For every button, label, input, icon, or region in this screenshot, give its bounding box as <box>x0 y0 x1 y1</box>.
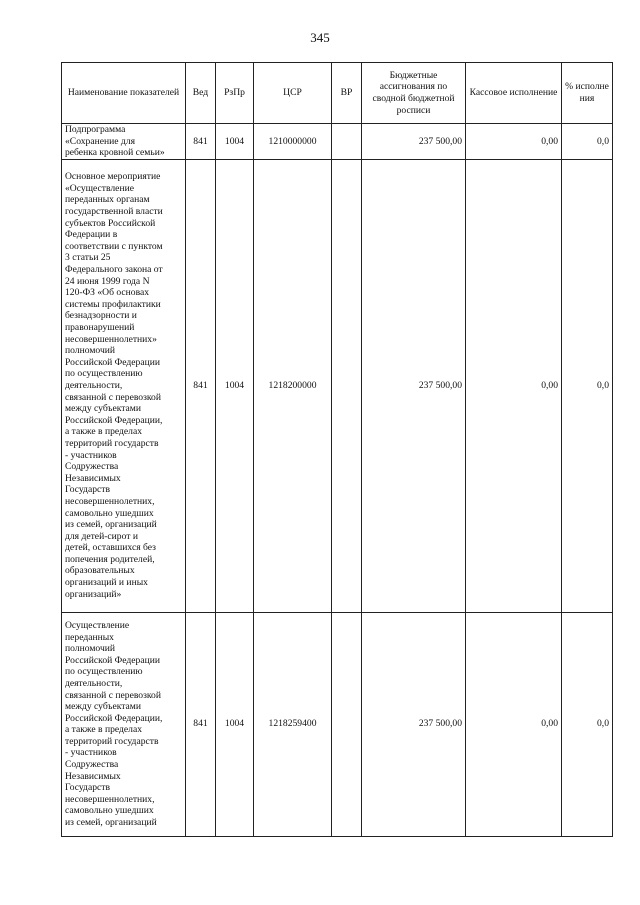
row-name-line: Государств <box>65 484 110 496</box>
header-ved: Вед <box>186 63 216 124</box>
row-name-line: 3 статьи 25 <box>65 252 111 264</box>
row-name-line: а также в пределах <box>65 724 143 736</box>
row-cash: 0,00 <box>466 612 562 836</box>
row-name-line: Российской Федерации <box>65 356 160 368</box>
header-cash: Кассовое исполнение <box>466 63 562 124</box>
row-name-line: Российской Федерации, <box>65 414 163 426</box>
row-name <box>62 124 186 160</box>
row-name-line: субъектов Российской <box>65 217 156 229</box>
header-vr: ВР <box>332 63 362 124</box>
row-name-line: 24 июня 1999 года N <box>65 275 150 287</box>
header-name: Наименование показателей <box>62 63 186 124</box>
row-budget: 237 500,00 <box>362 124 466 160</box>
row-name-line: государственной власти <box>65 206 163 218</box>
row-name-line: 120-ФЗ «Об основах <box>65 287 150 299</box>
row-name-line: Федерации в <box>65 229 118 241</box>
row-name-line: Подпрограмма <box>65 124 126 135</box>
row-name-line: «Осуществление <box>65 182 134 194</box>
row-name-line: переданных органам <box>65 194 150 206</box>
row-name-line: полномочий <box>65 643 116 655</box>
row-budget: 237 500,00 <box>362 612 466 836</box>
row-name-line: соответствии с пунктом <box>65 240 163 252</box>
row-name-line: Независимых <box>65 472 121 484</box>
row-name-line: Осуществление <box>65 619 130 631</box>
row-name-line: Независимых <box>65 770 121 782</box>
row-name-line: для детей-сирот и <box>65 530 138 542</box>
row-name-line: по осуществлению <box>65 666 143 678</box>
row-name-line: по осуществлению <box>65 368 143 380</box>
row-name-line: - участников <box>65 747 117 759</box>
row-cash: 0,00 <box>466 124 562 160</box>
row-vr <box>332 612 362 836</box>
row-percent: 0,0 <box>562 159 613 612</box>
row-name <box>62 159 186 612</box>
row-name-line: деятельности, <box>65 677 123 689</box>
row-name <box>62 612 186 836</box>
table-row <box>62 612 613 836</box>
row-name-line: Государств <box>65 782 110 794</box>
row-name-line: деятельности, <box>65 379 123 391</box>
row-name-line: связанной с перевозкой <box>65 689 161 701</box>
row-name-line: Содружества <box>65 759 119 771</box>
row-rzpr: 1004 <box>216 124 254 160</box>
row-vr <box>332 159 362 612</box>
row-cash: 0,00 <box>466 159 562 612</box>
row-name-line: безнадзорности и <box>65 310 137 322</box>
row-name-line: «Сохранение для <box>65 135 136 147</box>
row-name-line: а также в пределах <box>65 426 143 438</box>
row-name-line: организаций» <box>65 588 122 600</box>
row-name-line: полномочий <box>65 345 116 357</box>
row-name-line: между субъектами <box>65 701 142 713</box>
header-budget: Бюджетные ассигнования по сводной бюджетной росписи <box>362 63 466 124</box>
row-rzpr: 1004 <box>216 159 254 612</box>
row-name-line: из семей, организаций <box>65 519 157 531</box>
row-name-line: системы профилактики <box>65 298 161 310</box>
row-rzpr: 1004 <box>216 612 254 836</box>
row-csr: 1210000000 <box>254 124 332 160</box>
header-row <box>62 63 613 124</box>
row-vr <box>332 124 362 160</box>
header-percent: % исполне ния <box>562 63 613 124</box>
row-name-line: Российской Федерации <box>65 654 160 666</box>
row-name-line: переданных <box>65 631 114 643</box>
row-name-line: попечения родителей, <box>65 553 155 565</box>
row-ved: 841 <box>186 612 216 836</box>
row-name-line: несовершеннолетних, <box>65 495 155 507</box>
row-csr: 1218259400 <box>254 612 332 836</box>
row-budget: 237 500,00 <box>362 159 466 612</box>
row-percent: 0,0 <box>562 612 613 836</box>
page-number: 345 <box>310 30 330 45</box>
row-name-line: несовершеннолетних, <box>65 793 155 805</box>
row-percent: 0,0 <box>562 124 613 160</box>
row-name-line: Федерального закона от <box>65 264 163 276</box>
row-name-line: между субъектами <box>65 403 142 415</box>
row-name-line: организаций и иных <box>65 577 148 589</box>
table-row <box>62 159 613 612</box>
row-name-line: Основное мероприятие <box>65 171 161 183</box>
row-name-line: территорий государств <box>65 437 159 449</box>
row-name-line: самовольно ушедших <box>65 805 154 817</box>
row-name-line: из семей, организаций <box>65 817 157 829</box>
row-name-line: правонарушений <box>65 322 135 334</box>
row-name-line: связанной с перевозкой <box>65 391 161 403</box>
row-name-line: самовольно ушедших <box>65 507 154 519</box>
row-name-line: образовательных <box>65 565 135 577</box>
budget-table <box>61 62 613 837</box>
row-ved: 841 <box>186 124 216 160</box>
table-row <box>62 124 613 160</box>
header-rzpr: РзПр <box>216 63 254 124</box>
row-csr: 1218200000 <box>254 159 332 612</box>
header-csr: ЦСР <box>254 63 332 124</box>
row-name-line: Содружества <box>65 461 119 473</box>
row-name-line: Российской Федерации, <box>65 712 163 724</box>
row-name-line: детей, оставшихся без <box>65 542 156 554</box>
row-name-line: территорий государств <box>65 735 159 747</box>
row-ved: 841 <box>186 159 216 612</box>
row-name-line: ребенка кровной семьи» <box>65 147 165 159</box>
row-name-line: - участников <box>65 449 117 461</box>
row-name-line: несовершеннолетних» <box>65 333 157 345</box>
